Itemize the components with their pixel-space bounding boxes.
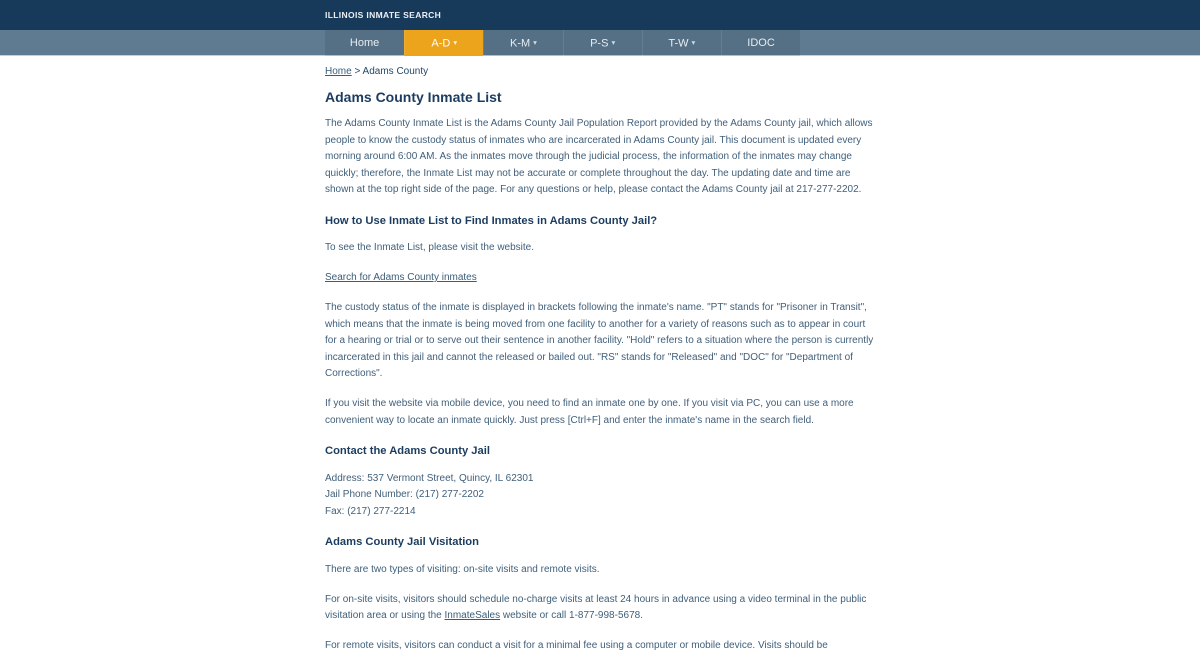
chevron-down-icon: ▾ [453, 38, 458, 47]
nav-item-idoc[interactable] [721, 30, 800, 56]
visit-types-text: There are two types of visiting: on-site visits and remote visits. [325, 563, 600, 575]
search-inmates-link[interactable]: Search for Adams County inmates [325, 272, 477, 283]
nav-item-label: IDOC [747, 37, 775, 49]
breadcrumb-separator: > [351, 66, 363, 77]
primary-nav [0, 30, 1200, 56]
nav-item-label: P-S [590, 37, 609, 50]
breadcrumb-current: Adams County [362, 66, 429, 77]
breadcrumb-home-link[interactable]: Home [325, 66, 352, 77]
nav-item-p-s[interactable] [563, 30, 642, 56]
remote-visits-paragraph: For remote visits, visitors can conduct a visit for a minimal fee using a computer or mobile device. Visits should be [325, 640, 828, 651]
chevron-down-icon: ▾ [691, 38, 696, 47]
inmatesales-link[interactable]: InmateSales [444, 610, 501, 621]
chevron-down-icon: ▾ [533, 38, 537, 47]
mobile-tip-paragraph: If you visit the website via mobile device, you need to find an inmate one by one. If you visit via PC, you can use a more convenient way to locate an inmate quickly. Just press [Ctrl+F] and enter the inmate's name in the search field. [325, 398, 854, 426]
contact-info [325, 471, 875, 521]
top-header-inner [325, 0, 875, 30]
nav-item-label: T-W [668, 37, 689, 50]
intro-paragraph: The Adams County Inmate List is the Adams County Jail Population Report provided by the Adams County jail, which allows people to know the custody status of inmates who are incarcerated in Adams County jail. This document is updated every morning around 6:00 AM. As the inmates move through the judicial process, the information of the inmates may change quickly; therefore, the Inmate List may not be accurate or complete throughout the day. The updating date and time are shown at the top right side of the page. For any questions or help, please contact the Adams County jail at 217-277-2202. [325, 118, 873, 195]
page-title: Adams County Inmate List [325, 88, 502, 105]
nav-item-t-w[interactable] [642, 30, 721, 56]
nav-item-label: A-D [431, 37, 451, 50]
section-heading-visitation: Adams County Jail Visitation [325, 536, 479, 548]
onsite-visits-paragraph [325, 592, 875, 625]
chevron-down-icon: ▾ [611, 38, 616, 47]
onsite-text-after: website or call 1-877-998-5678. [500, 610, 643, 621]
top-header-bar [0, 0, 1200, 30]
nav-item-home[interactable] [325, 30, 404, 56]
nav-item-label: Home [349, 37, 380, 49]
onsite-text-before: For on-site visits, visitors should schedule no-charge visits at least 24 hours in advance using a video terminal in the public visitation area or using the [325, 593, 867, 621]
custody-status-paragraph: The custody status of the inmate is displayed in brackets following the inmate's name. "PT" stands for "Prisoner in Transit", which means that the inmate is being moved from one facility to another for a variety of reasons such as to appear in court for a hearing or trial or to serve out their sentence in another facility. "Hold" refers to a situation where the person is currently incarcerated in this jail and cannot the released or bailed out. "RS" stands for "Released" and "DOC" for "Department of Corrections". [325, 302, 874, 379]
contact-fax: Fax: (217) 277-2214 [325, 505, 416, 517]
visit-website-text: To see the Inmate List, please visit the website. [325, 242, 534, 253]
search-link-paragraph [325, 270, 875, 287]
nav-item-label: K-M [510, 37, 531, 50]
contact-address: Address: 537 Vermont Street, Quincy, IL 62301 [325, 472, 534, 484]
section-heading-how-to: How to Use Inmate List to Find Inmates in Adams County Jail? [325, 214, 658, 227]
primary-nav-menu [325, 30, 875, 56]
nav-item-a-d[interactable] [404, 30, 483, 56]
breadcrumb [325, 64, 875, 81]
nav-item-k-m[interactable] [483, 30, 562, 56]
contact-phone: Jail Phone Number: (217) 277-2202 [325, 489, 484, 500]
section-heading-contact: Contact the Adams County Jail [325, 445, 490, 457]
main-content [325, 56, 875, 655]
site-title: ILLINOIS INMATE SEARCH [325, 10, 442, 20]
